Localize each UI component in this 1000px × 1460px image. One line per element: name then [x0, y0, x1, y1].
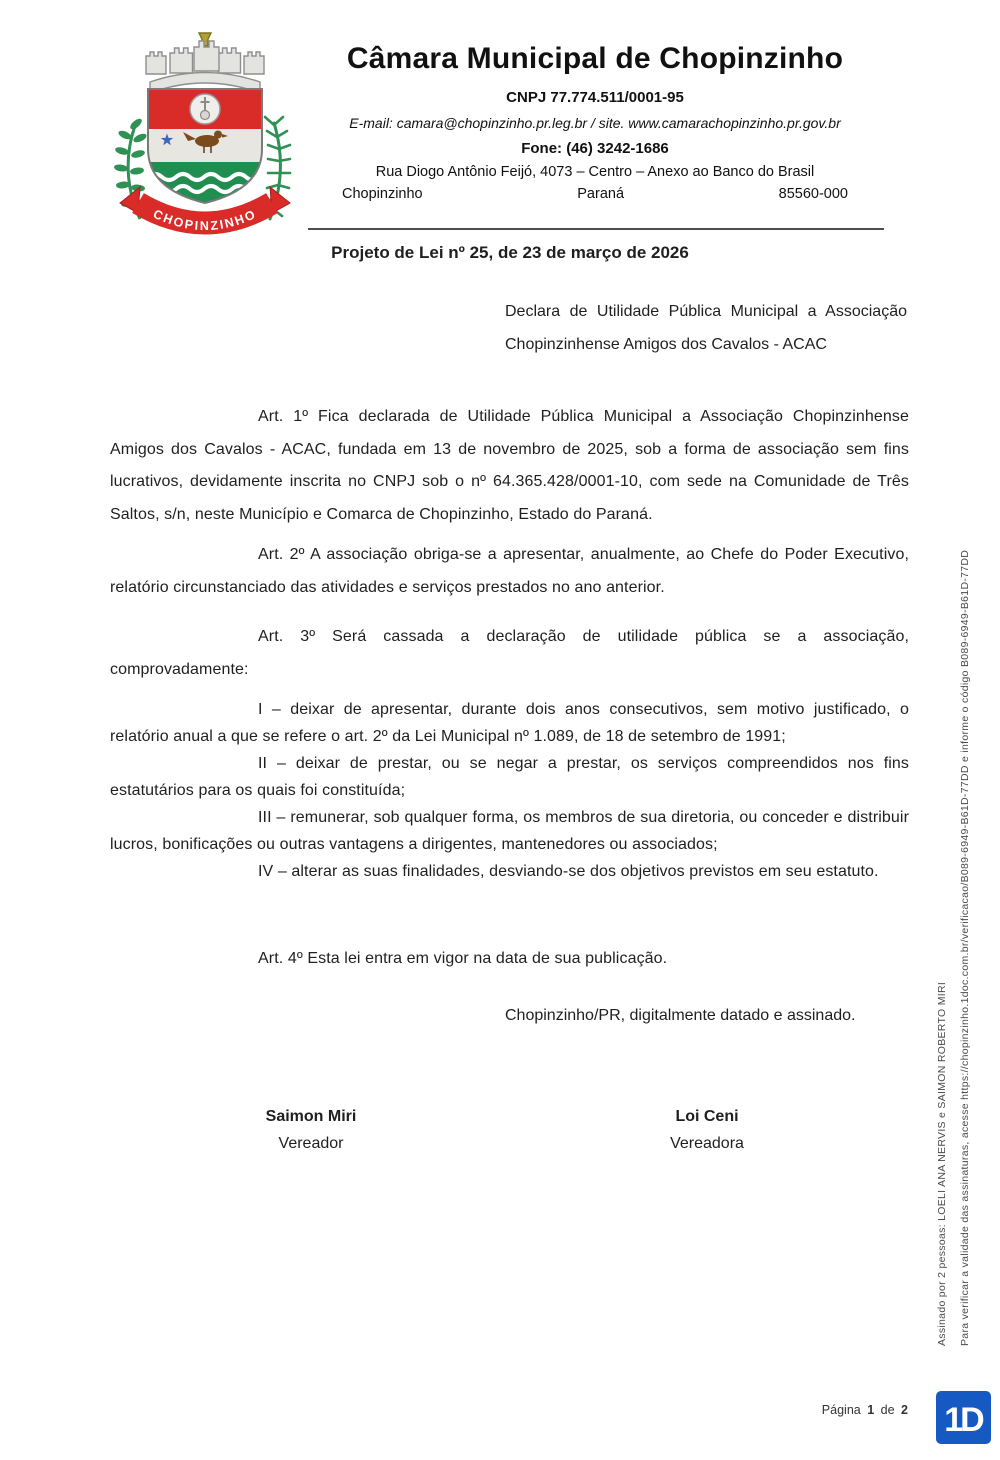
header-divider	[308, 228, 884, 230]
municipal-coat-of-arms	[110, 26, 300, 240]
crest-ribbon-label: CHOPINZINHO	[151, 206, 259, 234]
page-separator: de	[880, 1403, 895, 1417]
letterhead	[300, 42, 890, 202]
law-article-2: Art. 2º A associação obriga-se a apresentar, anualmente, ao Chefe do Poder Executivo, relatório circunstanciado das atividades e serviços prestados no ano anterior.	[110, 546, 909, 596]
1doc-logo-glyph: 1D	[944, 1401, 982, 1439]
signer-name: Saimon Miri	[265, 1108, 357, 1125]
digital-signature-stamp	[931, 550, 977, 1346]
page-number	[700, 1403, 908, 1417]
1doc-logo-icon	[936, 1391, 991, 1444]
crest-crown	[146, 33, 264, 93]
page-total: 2	[901, 1403, 908, 1417]
signature-block-1	[206, 1108, 416, 1153]
page-prefix: Página	[821, 1403, 861, 1417]
crest-emblem-icon	[190, 94, 220, 124]
verification-line: Para verificar a validade das assinaturas, acesse https://chopinzinho.1doc.com.br/verificacao/B089-6949-B61D-77DD e informe o código B089-6949-B61D-77DD	[959, 549, 971, 1346]
signer-role: Vereadora	[670, 1135, 744, 1152]
law-article-1: Art. 1º Fica declarada de Utilidade Pública Municipal a Associação Chopinzinhense Amigos dos Cavalos - ACAC, fundada em 13 de novembro de 2025, sob a forma de associação sem fins lucrativos, devidamente inscrita no CNPJ sob o nº 64.365.428/0001-10, com sede na Comunidade de Três Saltos, s/n, neste Município e Comarca de Chopinzinho, Estado do Paraná.	[110, 408, 909, 523]
clause-iv: IV – alterar as suas finalidades, desviando-se dos objetivos previstos em seu estatuto.	[258, 863, 879, 880]
page-current: 1	[867, 1403, 875, 1417]
signer-name: Loi Ceni	[675, 1108, 739, 1125]
state-label: Paraná	[577, 186, 625, 202]
phone-line: Fone: (46) 3242-1686	[521, 140, 669, 157]
zip-label: 85560-000	[778, 186, 848, 202]
ementa-summary: Declara de Utilidade Pública Municipal a Associação Chopinzinhense Amigos dos Cavalos - ACAC	[505, 303, 907, 353]
signature-block-2	[602, 1108, 812, 1153]
organization-name: Câmara Municipal de Chopinzinho	[346, 42, 844, 75]
document-title: Projeto de Lei nº 25, de 23 de março de 2026	[331, 243, 689, 262]
dateline: Chopinzinho/PR, digitalmente datado e assinado.	[505, 1007, 856, 1024]
clause-i: I – deixar de apresentar, durante dois anos consecutivos, sem motivo justificado, o relatório anual a que se refere o art. 2º da Lei Municipal nº 1.089, de 18 de setembro de 1991;	[110, 701, 909, 745]
signer-role: Vereador	[278, 1135, 344, 1152]
address-line: Rua Diogo Antônio Feijó, 4073 – Centro – Anexo ao Banco do Brasil	[375, 164, 815, 180]
clause-ii: II – deixar de prestar, ou se negar a prestar, os serviços compreendidos nos fins estatutários para os quais foi constituída;	[110, 755, 909, 799]
law-article-4: Art. 4º Esta lei entra em vigor na data de sua publicação.	[258, 950, 668, 967]
city-label: Chopinzinho	[342, 186, 423, 202]
clause-iii: III – remunerar, sob qualquer forma, os membros de sua diretoria, ou conceder e distribuir lucros, bonificações ou outras vantagens a dirigentes, mantenedores ou associados;	[110, 809, 909, 853]
cnpj-line: CNPJ 77.774.511/0001-95	[506, 89, 684, 106]
signed-by-line: Assinado por 2 pessoas: LOELI ANA NERVIS e SAIMON ROBERTO MIRI	[936, 981, 948, 1346]
city-state-zip-row	[300, 186, 890, 202]
revocation-clauses	[110, 696, 909, 885]
email-site-line: E-mail: camara@chopinzinho.pr.leg.br / site. www.camarachopinzinho.pr.gov.br	[349, 115, 841, 131]
law-article-3: Art. 3º Será cassada a declaração de utilidade pública se a associação, comprovadamente:	[110, 628, 909, 678]
